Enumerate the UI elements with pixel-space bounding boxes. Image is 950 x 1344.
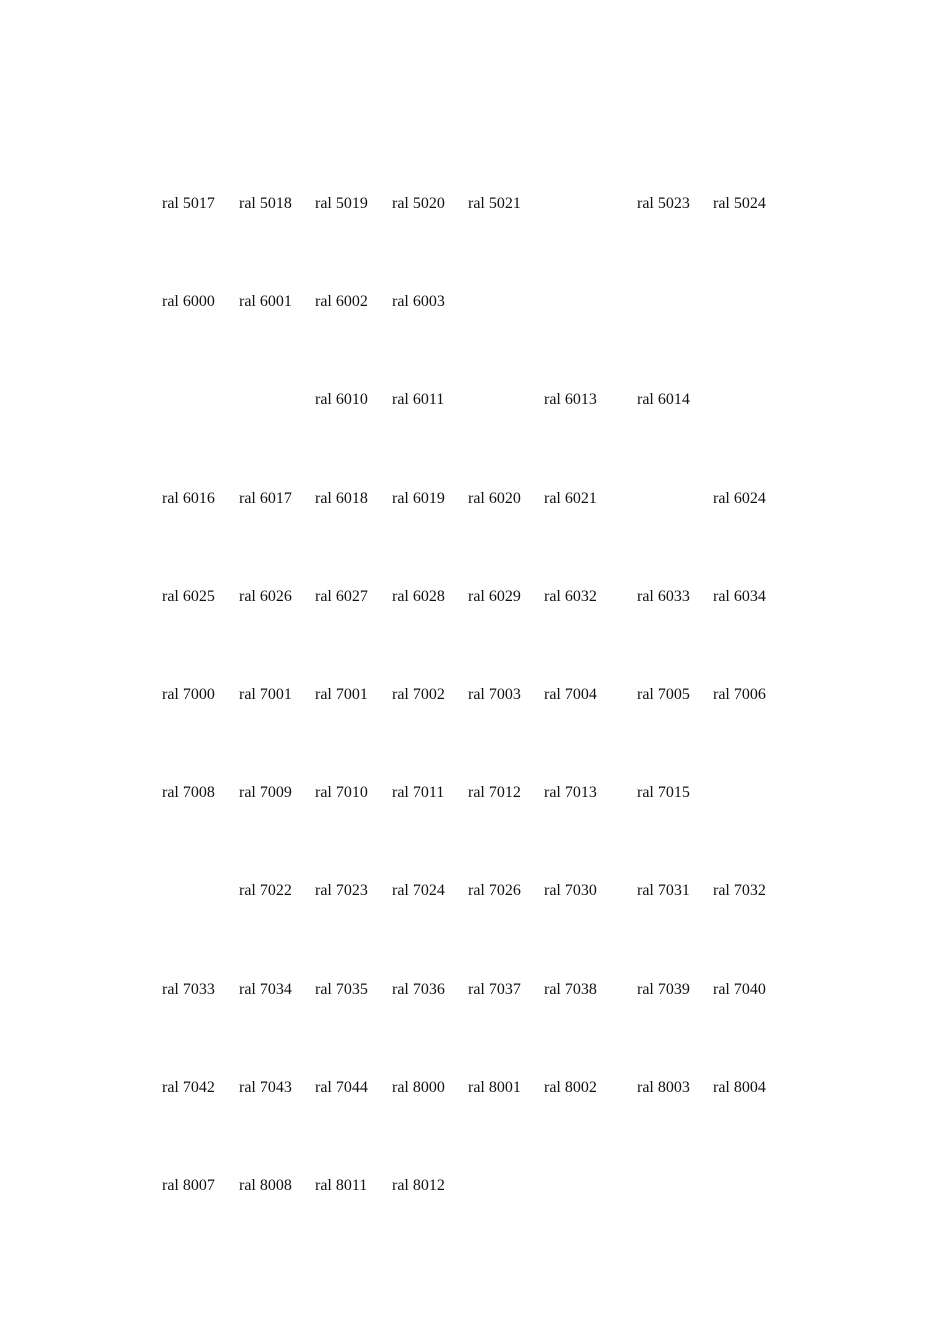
ral-code-cell: ral 7044 (315, 1078, 368, 1096)
ral-code-cell: ral 7039 (637, 980, 690, 998)
ral-code-cell: ral 6000 (162, 293, 215, 311)
ral-code-cell: ral 7008 (162, 784, 215, 802)
ral-code-cell: ral 7035 (315, 980, 368, 998)
grid-row (162, 1177, 802, 1275)
ral-code-cell: ral 7040 (713, 980, 766, 998)
ral-code-cell: ral 7030 (544, 882, 597, 900)
ral-code-cell: ral 6021 (544, 489, 597, 507)
ral-code-cell: ral 6018 (315, 489, 368, 507)
ral-code-grid (162, 195, 802, 1275)
ral-code-cell: ral 5021 (468, 195, 521, 212)
ral-code-cell: ral 6034 (713, 587, 766, 605)
ral-code-cell: ral 8011 (315, 1176, 368, 1194)
ral-code-cell: ral 6027 (315, 587, 368, 605)
ral-code-cell: ral 7001 (315, 685, 368, 703)
ral-code-cell: ral 7004 (544, 685, 597, 703)
ral-code-cell: ral 7005 (637, 685, 690, 703)
grid-row (162, 195, 802, 293)
ral-code-cell: ral 7022 (239, 882, 292, 900)
ral-code-cell: ral 5023 (637, 195, 690, 212)
grid-row (162, 1079, 802, 1177)
ral-code-cell: ral 6032 (544, 587, 597, 605)
grid-row (162, 490, 802, 588)
ral-code-cell: ral 7024 (392, 882, 445, 900)
ral-code-cell: ral 7012 (468, 784, 521, 802)
ral-code-cell: ral 5017 (162, 195, 215, 212)
ral-code-cell: ral 7031 (637, 882, 690, 900)
ral-code-cell: ral 5019 (315, 195, 368, 212)
ral-code-cell: ral 8001 (468, 1078, 521, 1096)
ral-code-cell: ral 6019 (392, 489, 445, 507)
ral-code-cell: ral 7006 (713, 685, 766, 703)
ral-code-cell: ral 7000 (162, 685, 215, 703)
ral-code-cell: ral 5020 (392, 195, 445, 212)
ral-code-cell: ral 7003 (468, 685, 521, 703)
ral-code-cell: ral 6028 (392, 587, 445, 605)
ral-code-cell: ral 7037 (468, 980, 521, 998)
ral-code-cell: ral 6020 (468, 489, 521, 507)
ral-code-cell: ral 8012 (392, 1176, 445, 1194)
ral-code-cell: ral 6033 (637, 587, 690, 605)
ral-code-cell: ral 8003 (637, 1078, 690, 1096)
ral-code-cell: ral 7036 (392, 980, 445, 998)
grid-row (162, 588, 802, 686)
ral-code-cell: ral 6011 (392, 391, 445, 409)
grid-row (162, 293, 802, 391)
ral-code-cell: ral 6001 (239, 293, 292, 311)
ral-code-cell: ral 6024 (713, 489, 766, 507)
ral-code-cell: ral 7009 (239, 784, 292, 802)
ral-code-cell: ral 6003 (392, 293, 445, 311)
ral-code-cell: ral 7002 (392, 685, 445, 703)
ral-code-cell: ral 6026 (239, 587, 292, 605)
ral-code-cell: ral 6016 (162, 489, 215, 507)
ral-code-cell: ral 8008 (239, 1176, 292, 1194)
grid-row (162, 686, 802, 784)
ral-code-cell: ral 7001 (239, 685, 292, 703)
ral-code-cell: ral 7010 (315, 784, 368, 802)
ral-code-cell: ral 7026 (468, 882, 521, 900)
ral-code-cell: ral 8002 (544, 1078, 597, 1096)
ral-code-cell: ral 7011 (392, 784, 445, 802)
grid-row (162, 391, 802, 489)
ral-code-cell: ral 7042 (162, 1078, 215, 1096)
ral-code-cell: ral 6002 (315, 293, 368, 311)
grid-row (162, 784, 802, 882)
ral-code-cell: ral 7034 (239, 980, 292, 998)
ral-code-cell: ral 6017 (239, 489, 292, 507)
ral-code-cell: ral 8000 (392, 1078, 445, 1096)
ral-code-cell: ral 8007 (162, 1176, 215, 1194)
ral-code-cell: ral 6025 (162, 587, 215, 605)
ral-code-cell: ral 7033 (162, 980, 215, 998)
ral-code-cell: ral 6013 (544, 391, 597, 409)
ral-code-cell: ral 5018 (239, 195, 292, 212)
ral-code-cell: ral 7043 (239, 1078, 292, 1096)
ral-code-cell: ral 6014 (637, 391, 690, 409)
ral-code-cell: ral 7038 (544, 980, 597, 998)
ral-code-cell: ral 7013 (544, 784, 597, 802)
ral-code-cell: ral 8004 (713, 1078, 766, 1096)
grid-row (162, 981, 802, 1079)
ral-code-cell: ral 6029 (468, 587, 521, 605)
grid-row (162, 882, 802, 980)
ral-code-cell: ral 6010 (315, 391, 368, 409)
ral-code-cell: ral 7023 (315, 882, 368, 900)
ral-code-cell: ral 5024 (713, 195, 766, 212)
ral-code-cell: ral 7015 (637, 784, 690, 802)
ral-code-cell: ral 7032 (713, 882, 766, 900)
